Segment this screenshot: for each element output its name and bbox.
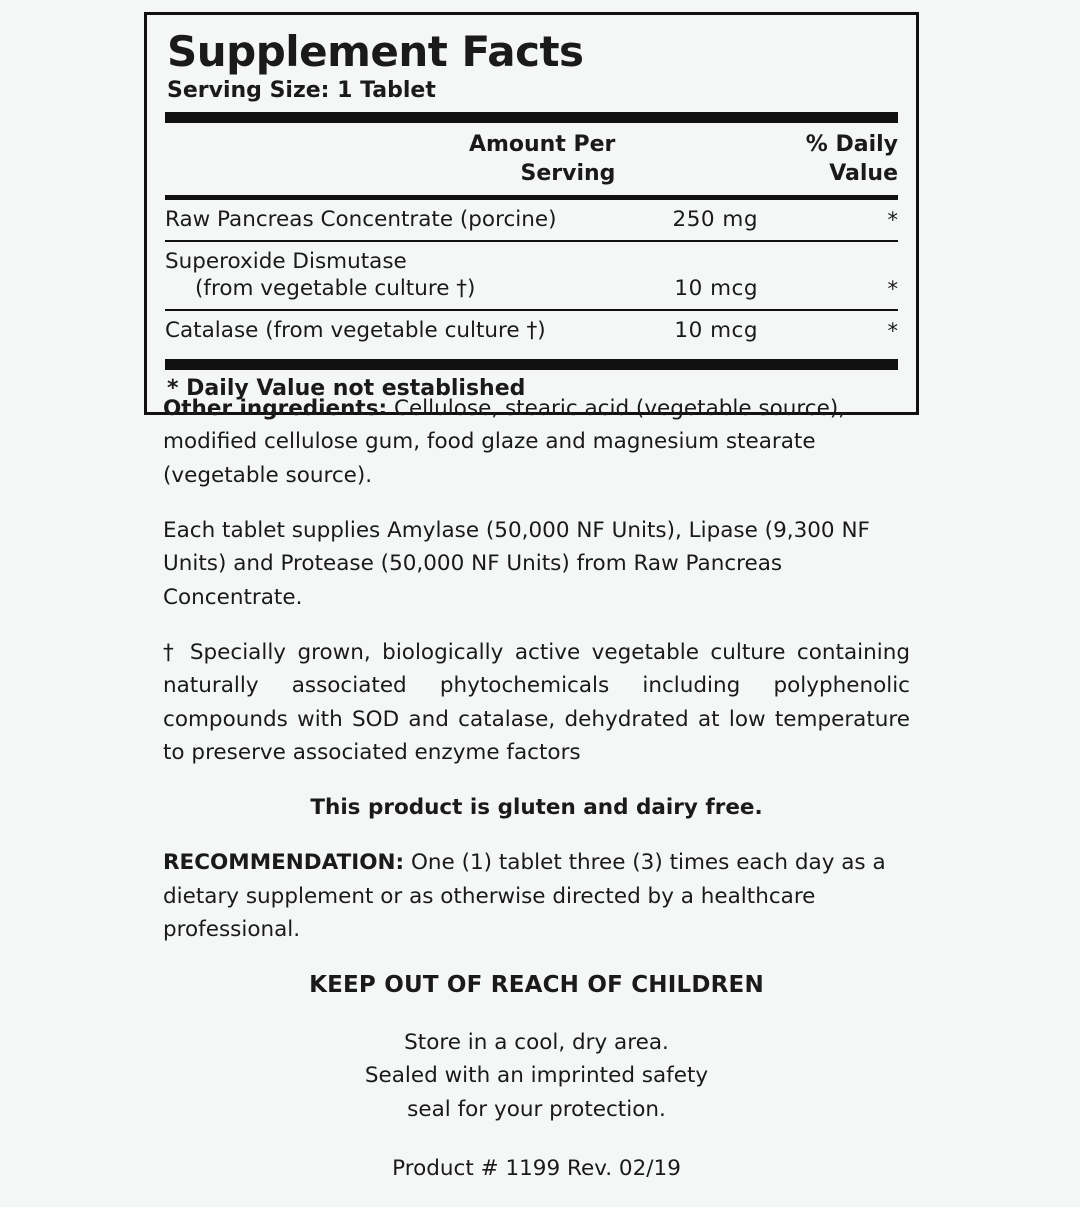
- storage-instructions: [163, 1026, 910, 1126]
- table-row: [165, 200, 898, 240]
- header-amount-per-serving: [165, 123, 655, 195]
- table-row: [165, 242, 898, 309]
- header-dv-line2: Value: [829, 161, 898, 187]
- header-amount-line1: Amount Per: [468, 131, 616, 157]
- table-header-row: [165, 123, 898, 195]
- header-amount-line2: Serving: [520, 161, 616, 187]
- ingredient-name: Raw Pancreas Concentrate (porcine): [165, 207, 557, 233]
- supplement-facts-panel: [144, 12, 919, 415]
- dagger-paragraph: † Specially grown, biologically active vegetable culture containing naturally associated phytochemicals including polyphenolic compounds with SOD and catalase, dehydrated at low temperature to preserve associated enzyme factors: [163, 639, 910, 765]
- ingredient-subname: (from vegetable culture †): [195, 275, 476, 301]
- ingredient-amount: 10 mcg: [674, 317, 758, 343]
- divider-thick-top: [165, 112, 898, 123]
- storage-line-3: seal for your protection.: [407, 1096, 666, 1122]
- ingredient-table-2: [165, 242, 898, 309]
- ingredient-table-3: [165, 311, 898, 351]
- other-ingredients-paragraph: [163, 392, 910, 492]
- panel-title: Supplement Facts: [167, 27, 584, 76]
- header-dv-line1: % Daily: [805, 131, 898, 157]
- recommendation-label: RECOMMENDATION:: [163, 850, 405, 876]
- divider-thick-bottom: [165, 359, 898, 370]
- storage-line-1: Store in a cool, dry area.: [404, 1030, 669, 1056]
- keep-out-of-reach-heading: KEEP OUT OF REACH OF CHILDREN: [309, 972, 764, 999]
- recommendation-paragraph: [163, 846, 910, 946]
- ingredient-amount: 250 mg: [672, 207, 758, 233]
- ingredient-name: Catalase (from vegetable culture †): [165, 317, 546, 343]
- ingredient-dv: *: [887, 277, 898, 302]
- body-copy: [163, 392, 910, 1207]
- ingredient-dv: *: [887, 318, 898, 343]
- table-row: [165, 311, 898, 351]
- ingredient-dv: *: [887, 208, 898, 233]
- ingredient-amount: 10 mcg: [674, 275, 758, 301]
- ingredient-name: Superoxide Dismutase: [165, 248, 407, 274]
- other-ingredients-text: Cellulose, stearic acid (vegetable source), modified cellulose gum, food glaze and magnesium stearate (vegetable source).: [163, 396, 846, 488]
- ingredient-table: [165, 200, 898, 240]
- gluten-dairy-free-note: This product is gluten and dairy free.: [310, 795, 763, 821]
- recommendation-text: One (1) tablet three (3) times each day as a dietary supplement or as otherwise directed by a healthcare professional.: [163, 850, 886, 943]
- serving-size: Serving Size: 1 Tablet: [167, 78, 436, 104]
- other-ingredients-label: Other ingredients:: [163, 396, 388, 421]
- nutrition-table: [165, 123, 898, 195]
- enzyme-paragraph: Each tablet supplies Amylase (50,000 NF Units), Lipase (9,300 NF Units) and Protease (50,000 NF Units) from Raw Pancreas Concentrate.: [163, 517, 870, 610]
- storage-line-2: Sealed with an imprinted safety: [364, 1063, 709, 1089]
- product-number-line: Product # 1199 Rev. 02/19: [392, 1155, 681, 1181]
- header-daily-value: [655, 123, 898, 195]
- ingredient-name-group: [165, 242, 588, 309]
- daily-value-footnote: * Daily Value not established: [167, 375, 526, 401]
